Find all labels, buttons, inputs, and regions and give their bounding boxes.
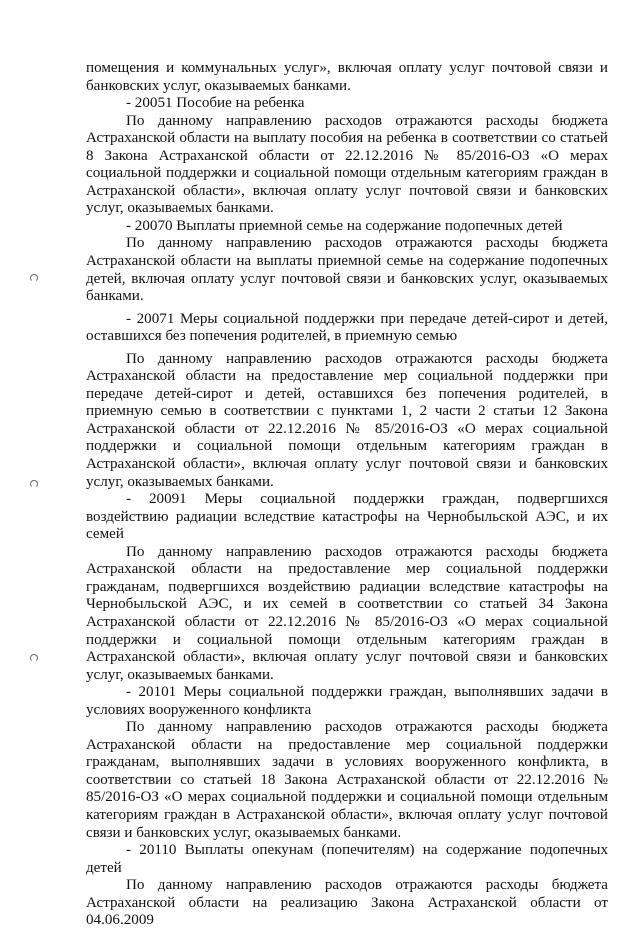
scan-mark xyxy=(30,274,38,282)
paragraph: По данному направлению расходов отражаются расходы бюджета Астраханской области на предоставление мер социальной поддержки гражданам, подвергшихся воздействию радиации вследствие катастрофы на Чернобыльской АЭС, и их семей в соответствии со статьей 34 Закона Астраханской области от 22.12.2016 № 85/2016-ОЗ «О мерах социальной поддержки и социальной помощи отдельным категориям граждан в Астраханской области», включая оплату услуг почтовой связи и банковских услуг, оказываемых банками. xyxy=(86,543,608,683)
scan-mark xyxy=(30,654,38,662)
paragraph: По данному направлению расходов отражаются расходы бюджета Астраханской области на выплаты приемной семье на содержание подопечных детей, включая оплату услуг почтовой связи и банковских услуг, оказываемых банками. xyxy=(86,235,608,305)
section-heading: - 20110 Выплаты опекунам (попечителям) на содержание подопечных детей xyxy=(86,842,608,876)
section-heading: - 20051 Пособие на ребенка xyxy=(126,95,305,112)
paragraph: помещения и коммунальных услуг», включая оплату услуг почтовой связи и банковских услуг, оказываемых банками. xyxy=(86,60,608,94)
paragraph: По данному направлению расходов отражаются расходы бюджета Астраханской области на реализацию Закона Астраханской области от 04.06.2009 xyxy=(86,877,608,929)
document-page xyxy=(86,60,608,930)
paragraph: По данному направлению расходов отражаются расходы бюджета Астраханской области на предоставление мер социальной поддержки при передаче детей-сирот и детей, оставшихся без попечения родителей, в приемную семью в соответствии с пунктами 1, 2 части 2 статьи 12 Закона Астраханской области от 22.12.2016 № 85/2016-ОЗ «О мерах социальной поддержки и социальной помощи отдельным категориям граждан в Астраханской области», включая оплату услуг почтовой связи и банковских услуг, оказываемых банками. xyxy=(86,350,608,490)
section-heading: - 20071 Меры социальной поддержки при передаче детей-сирот и детей, оставшихся без попечения родителей, в приемную семью xyxy=(86,310,608,345)
section-heading: - 20091 Меры социальной поддержки граждан, подвергшихся воздействию радиации вследствие катастрофы на Чернобыльской АЭС, и их семей xyxy=(86,491,608,543)
paragraph: По данному направлению расходов отражаются расходы бюджета Астраханской области на выплату пособия на ребенка в соответствии со статьей 8 Закона Астраханской области от 22.12.2016 № 85/2016-ОЗ «О мерах социальной поддержки и социальной помощи отдельным категориям граждан в Астраханской области», включая оплату услуг почтовой связи и банковских услуг, оказываемых банками. xyxy=(86,112,608,217)
section-heading: - 20101 Меры социальной поддержки граждан, выполнявших задачи в условиях вооруженного конфликта xyxy=(86,684,608,718)
section-heading: - 20070 Выплаты приемной семье на содержание подопечных детей xyxy=(126,217,563,234)
scan-mark xyxy=(30,480,38,488)
paragraph: По данному направлению расходов отражаются расходы бюджета Астраханской области на предоставление мер социальной поддержки гражданам, выполнявших задачи в условиях вооруженного конфликта, в соответствии со статьей 18 Закона Астраханской области от 22.12.2016 № 85/2016-ОЗ «О мерах социальной поддержки и социальной помощи отдельным категориям граждан в Астраханской области», включая оплату услуг почтовой связи и банковских услуг, оказываемых банками. xyxy=(86,719,608,841)
